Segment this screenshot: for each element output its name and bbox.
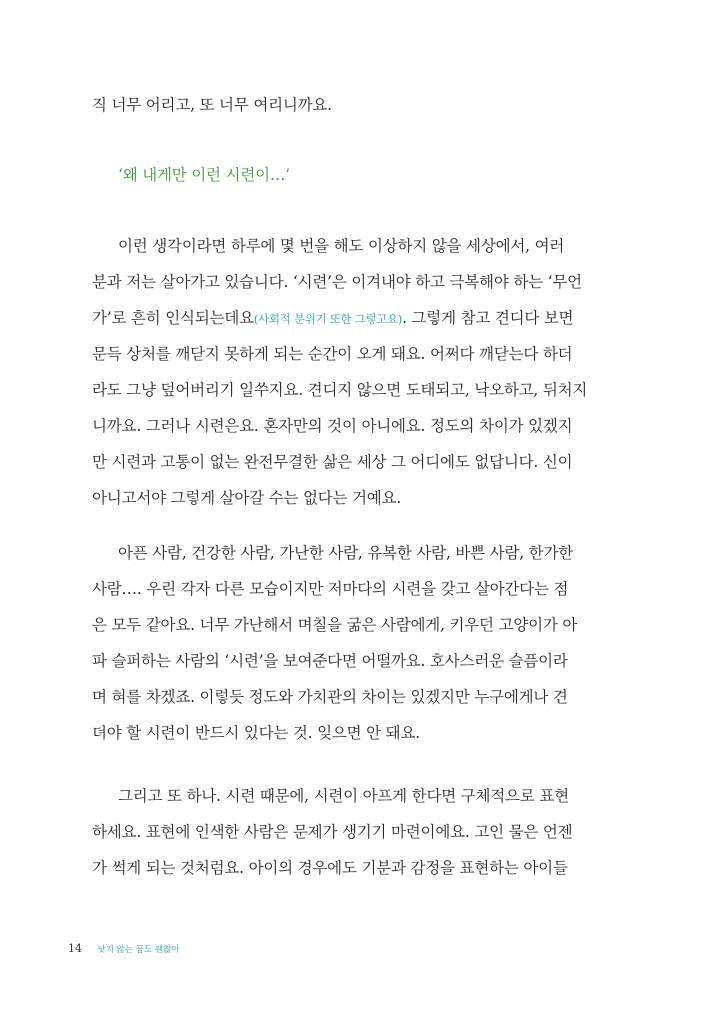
page-footer <box>68 942 180 955</box>
text-line: 이런 생각이라면 하루에 몇 번을 해도 이상하지 않을 세상에서, 여러 <box>118 237 565 255</box>
text-line: 라도 그냥 덮어버리기 일쑤지요. 견디지 않으면 도태되고, 낙오하고, 뒤처지 <box>92 381 588 399</box>
text-line: 아픈 사람, 건강한 사람, 가난한 사람, 유복한 사람, 바쁜 사람, 한가한 <box>118 544 574 562</box>
running-title: 낫지 않는 꿈도 괜찮아 <box>97 945 180 955</box>
paragraph-3 <box>92 778 634 886</box>
paragraph-2 <box>92 535 634 751</box>
text-line: 은 모두 같아요. 너무 가난해서 며칠을 굶은 사람에게, 키우던 고양이가 아 <box>92 616 578 634</box>
paragraph-1 <box>92 228 634 516</box>
text-line: 하세요. 표현에 인색한 사람은 문제가 생기기 마련이에요. 고인 물은 언젠 <box>92 823 573 841</box>
text-line: 직 너무 어리고, 또 너무 여리니까요. <box>92 96 332 114</box>
text-line: 니까요. 그러나 시련은요. 혼자만의 것이 아니에요. 정도의 차이가 있겠지 <box>92 417 573 435</box>
quote-paragraph <box>92 157 634 193</box>
text-line: 사람…. 우린 각자 다른 모습이지만 저마다의 시련을 갖고 살아간다는 점 <box>92 580 569 598</box>
text-line: 만 시련과 고통이 없는 완전무결한 삶은 세상 그 어디에도 없답니다. 신이 <box>92 453 573 471</box>
side-note: (사회적 분위기 또한 그렇고요) <box>253 312 403 326</box>
page-number: 14 <box>68 942 82 955</box>
text-line: 가 썩게 되는 것처럼요. 아이의 경우에도 기분과 감정을 표현하는 아이들 <box>92 859 568 877</box>
text-line: 뎌야 할 시련이 반드시 있다는 것. 잊으면 안 돼요. <box>92 724 420 742</box>
continued-paragraph <box>92 87 634 123</box>
text-line: 문득 상처를 깨닫지 못하게 되는 순간이 오게 돼요. 어쩌다 깨닫는다 하더 <box>92 345 573 363</box>
inner-thought-quote: ‘왜 내게만 이런 시련이…’ <box>118 166 290 184</box>
text-line: 그리고 또 하나. 시련 때문에, 시련이 아프게 한다면 구체적으로 표현 <box>118 787 569 805</box>
text-line: 아니고서야 그렇게 살아갈 수는 없다는 거예요. <box>92 489 402 507</box>
text-line: 며 혀를 차겠죠. 이렇듯 정도와 가치관의 차이는 있겠지만 누구에게나 견 <box>92 688 568 706</box>
text-segment: . 그렇게 참고 견디다 보면 <box>402 309 574 327</box>
text-line: 분과 저는 살아가고 있습니다. ‘시련’은 이겨내야 하고 극복해야 하는 ‘무언 <box>92 273 582 291</box>
text-segment: 가’로 흔히 인식되는데요 <box>92 309 254 327</box>
text-line: 파 슬퍼하는 사람의 ‘시련’을 보여준다면 어떨까요. 호사스러운 슬픔이라 <box>92 652 568 670</box>
text-line <box>92 300 634 336</box>
